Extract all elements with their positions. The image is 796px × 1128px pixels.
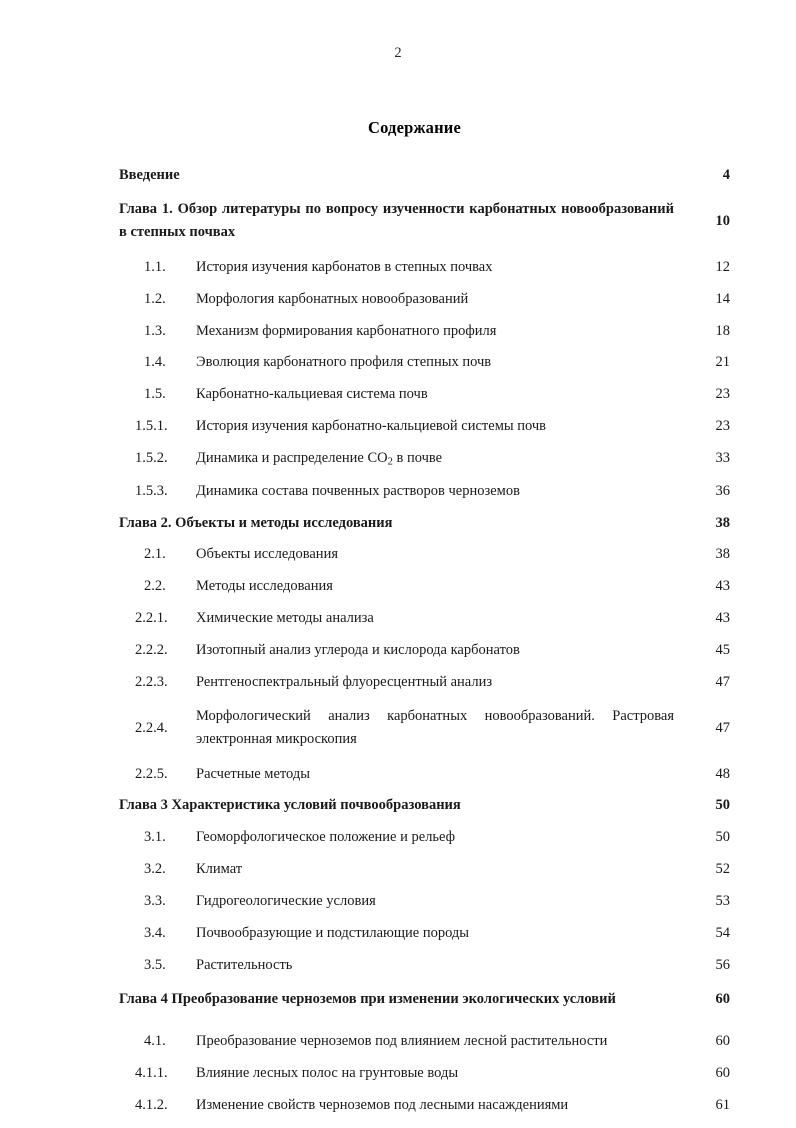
toc-entry-label: Эволюция карбонатного профиля степных почв [196, 354, 492, 371]
toc-entry-page-number: 23 [715, 418, 730, 435]
table-of-contents [119, 118, 730, 1128]
toc-entry-page-number: 61 [715, 1097, 730, 1114]
page-title: Содержание [367, 118, 462, 137]
page-folio-number: 2 [394, 45, 402, 61]
toc-entry[interactable] [119, 673, 730, 692]
toc-entry-number: 4.1.1. [135, 1065, 168, 1082]
toc-entry[interactable] [119, 828, 730, 847]
toc-entry[interactable] [119, 796, 730, 815]
toc-entry[interactable] [119, 449, 730, 469]
toc-entry-number: 3.3. [144, 892, 166, 909]
toc-entry-label: Глава 4 Преобразование черноземов при изменении экологических условий [119, 990, 616, 1007]
toc-entry-number: 2.2.1. [135, 610, 168, 627]
toc-entry-page-number: 60 [715, 1065, 730, 1082]
toc-entry-number: 4.1. [144, 1033, 166, 1050]
toc-entry[interactable] [119, 353, 730, 372]
toc-entry[interactable] [119, 385, 730, 404]
toc-entry-page-number: 38 [715, 546, 730, 563]
toc-entry-page-number: 50 [715, 797, 730, 814]
toc-entry-number: 2.2.4. [135, 719, 168, 736]
toc-entry[interactable] [119, 482, 730, 501]
toc-entry-page-number: 60 [715, 1033, 730, 1050]
toc-entry-page-number: 18 [715, 322, 730, 339]
toc-entry[interactable] [119, 892, 730, 911]
toc-entry-number: 2.2.3. [135, 673, 168, 690]
toc-entry-page-number: 43 [715, 610, 730, 627]
toc-entry-number: 1.4. [144, 354, 166, 371]
toc-entry-label: Гидрогеологические условия [196, 892, 376, 909]
toc-entry[interactable] [119, 1096, 730, 1115]
toc-entry[interactable] [119, 417, 730, 436]
toc-entry-number: 1.5.3. [135, 482, 168, 499]
toc-entry-label: Объекты исследования [196, 546, 338, 563]
toc-entry-number: 3.4. [144, 924, 166, 941]
toc-entry-page-number: 33 [715, 449, 730, 466]
toc-entry-number: 4.1.2. [135, 1097, 168, 1114]
toc-entry-page-number: 12 [715, 258, 730, 275]
toc-entry-number: 2.2.2. [135, 641, 168, 658]
toc-entry[interactable] [119, 765, 730, 784]
toc-entry-page-number: 43 [715, 578, 730, 595]
toc-entry-number: 3.5. [144, 956, 166, 973]
toc-entry-label: Геоморфологическое положение и рельеф [196, 829, 456, 846]
toc-entry[interactable] [119, 1064, 730, 1083]
toc-entry-label: Климат [196, 861, 243, 878]
toc-entry-label: Изменение свойств черноземов под лесными насаждениями [196, 1097, 569, 1114]
toc-entry-number: 2.2.5. [135, 765, 168, 782]
toc-entry-label: Почвообразующие и подстилающие породы [196, 924, 470, 941]
toc-entry[interactable] [119, 514, 730, 533]
toc-entry[interactable] [119, 956, 730, 975]
toc-entry-page-number: 50 [715, 829, 730, 846]
toc-entry-label: Глава 2. Объекты и методы исследования [119, 514, 393, 531]
toc-entry-label: Изотопный анализ углерода и кислорода карбонатов [196, 641, 520, 658]
toc-entry[interactable] [119, 705, 730, 752]
toc-entry-page-number: 53 [715, 892, 730, 909]
toc-entry[interactable] [119, 1032, 730, 1051]
toc-entry-label: Влияние лесных полос на грунтовые воды [196, 1065, 459, 1082]
toc-entry-page-number: 47 [715, 719, 730, 736]
toc-entry[interactable] [119, 322, 730, 341]
toc-entry-page-number: 60 [715, 990, 730, 1007]
toc-entry-label: Глава 1. Обзор литературы по вопросу изученности карбонатных новообразований в степных почвах [119, 200, 674, 241]
toc-entry-page-number: 36 [715, 482, 730, 499]
toc-entry-label: История изучения карбонатно-кальциевой системы почв [196, 418, 547, 435]
toc-entry-page-number: 47 [715, 673, 730, 690]
toc-entry-label: Морфология карбонатных новообразований [196, 290, 469, 307]
toc-entry-number: 2.1. [144, 546, 166, 563]
toc-entry-page-number: 21 [715, 354, 730, 371]
toc-entry-label: Динамика состава почвенных растворов черноземов [196, 482, 520, 499]
toc-entry-number: 1.3. [144, 322, 166, 339]
toc-entry-page-number: 23 [715, 386, 730, 403]
toc-entry-page-number: 52 [715, 861, 730, 878]
toc-entry[interactable] [119, 166, 730, 185]
toc-entry[interactable] [119, 545, 730, 564]
toc-entry-label: Динамика и распределение $CO_2$ в почве [196, 449, 443, 468]
toc-entry-number: 1.5. [144, 386, 166, 403]
toc-entry-label: Морфологический анализ карбонатных новообразований. Растровая электронная микроскопия [196, 707, 674, 748]
toc-entry-list [119, 166, 730, 1115]
toc-entry-number: 2.2. [144, 578, 166, 595]
toc-entry-label: Преобразование черноземов под влиянием лесной растительности [196, 1033, 608, 1050]
toc-entry-number: 1.5.1. [135, 418, 168, 435]
toc-entry-label: Рентгеноспектральный флуоресцентный анализ [196, 673, 493, 690]
toc-entry-page-number: 54 [715, 924, 730, 941]
toc-entry[interactable] [119, 860, 730, 879]
toc-entry[interactable] [119, 924, 730, 943]
toc-entry[interactable] [119, 577, 730, 596]
toc-entry-page-number: 10 [715, 212, 730, 229]
toc-entry-label: Растительность [196, 956, 293, 973]
toc-entry-number: 1.5.2. [135, 449, 168, 466]
toc-entry-label: Методы исследования [196, 578, 333, 595]
toc-entry[interactable] [119, 290, 730, 309]
toc-entry-label: Введение [119, 167, 180, 183]
toc-entry-number: 1.1. [144, 258, 166, 275]
toc-entry-label: История изучения карбонатов в степных почвах [196, 258, 493, 275]
toc-entry[interactable] [119, 258, 730, 277]
toc-entry-page-number: 14 [715, 290, 730, 307]
toc-entry-label: Карбонатно-кальциевая система почв [196, 386, 428, 403]
toc-entry-page-number: 56 [715, 956, 730, 973]
toc-entry[interactable] [119, 609, 730, 628]
toc-entry-page-number: 4 [722, 167, 730, 183]
toc-entry-page-number: 48 [715, 765, 730, 782]
toc-entry-number: 3.1. [144, 829, 166, 846]
toc-entry[interactable] [119, 990, 730, 1009]
toc-entry-number: 3.2. [144, 861, 166, 878]
toc-entry-number: 1.2. [144, 290, 166, 307]
toc-entry-page-number: 38 [715, 514, 730, 531]
toc-entry[interactable] [119, 198, 730, 245]
toc-entry[interactable] [119, 641, 730, 660]
toc-entry-label: Механизм формирования карбонатного профиля [196, 322, 497, 339]
toc-entry-label: Глава 3 Характеристика условий почвообразования [119, 797, 461, 814]
toc-entry-label: Химические методы анализа [196, 610, 374, 627]
toc-entry-page-number: 45 [715, 641, 730, 658]
toc-entry-label: Расчетные методы [196, 765, 310, 782]
